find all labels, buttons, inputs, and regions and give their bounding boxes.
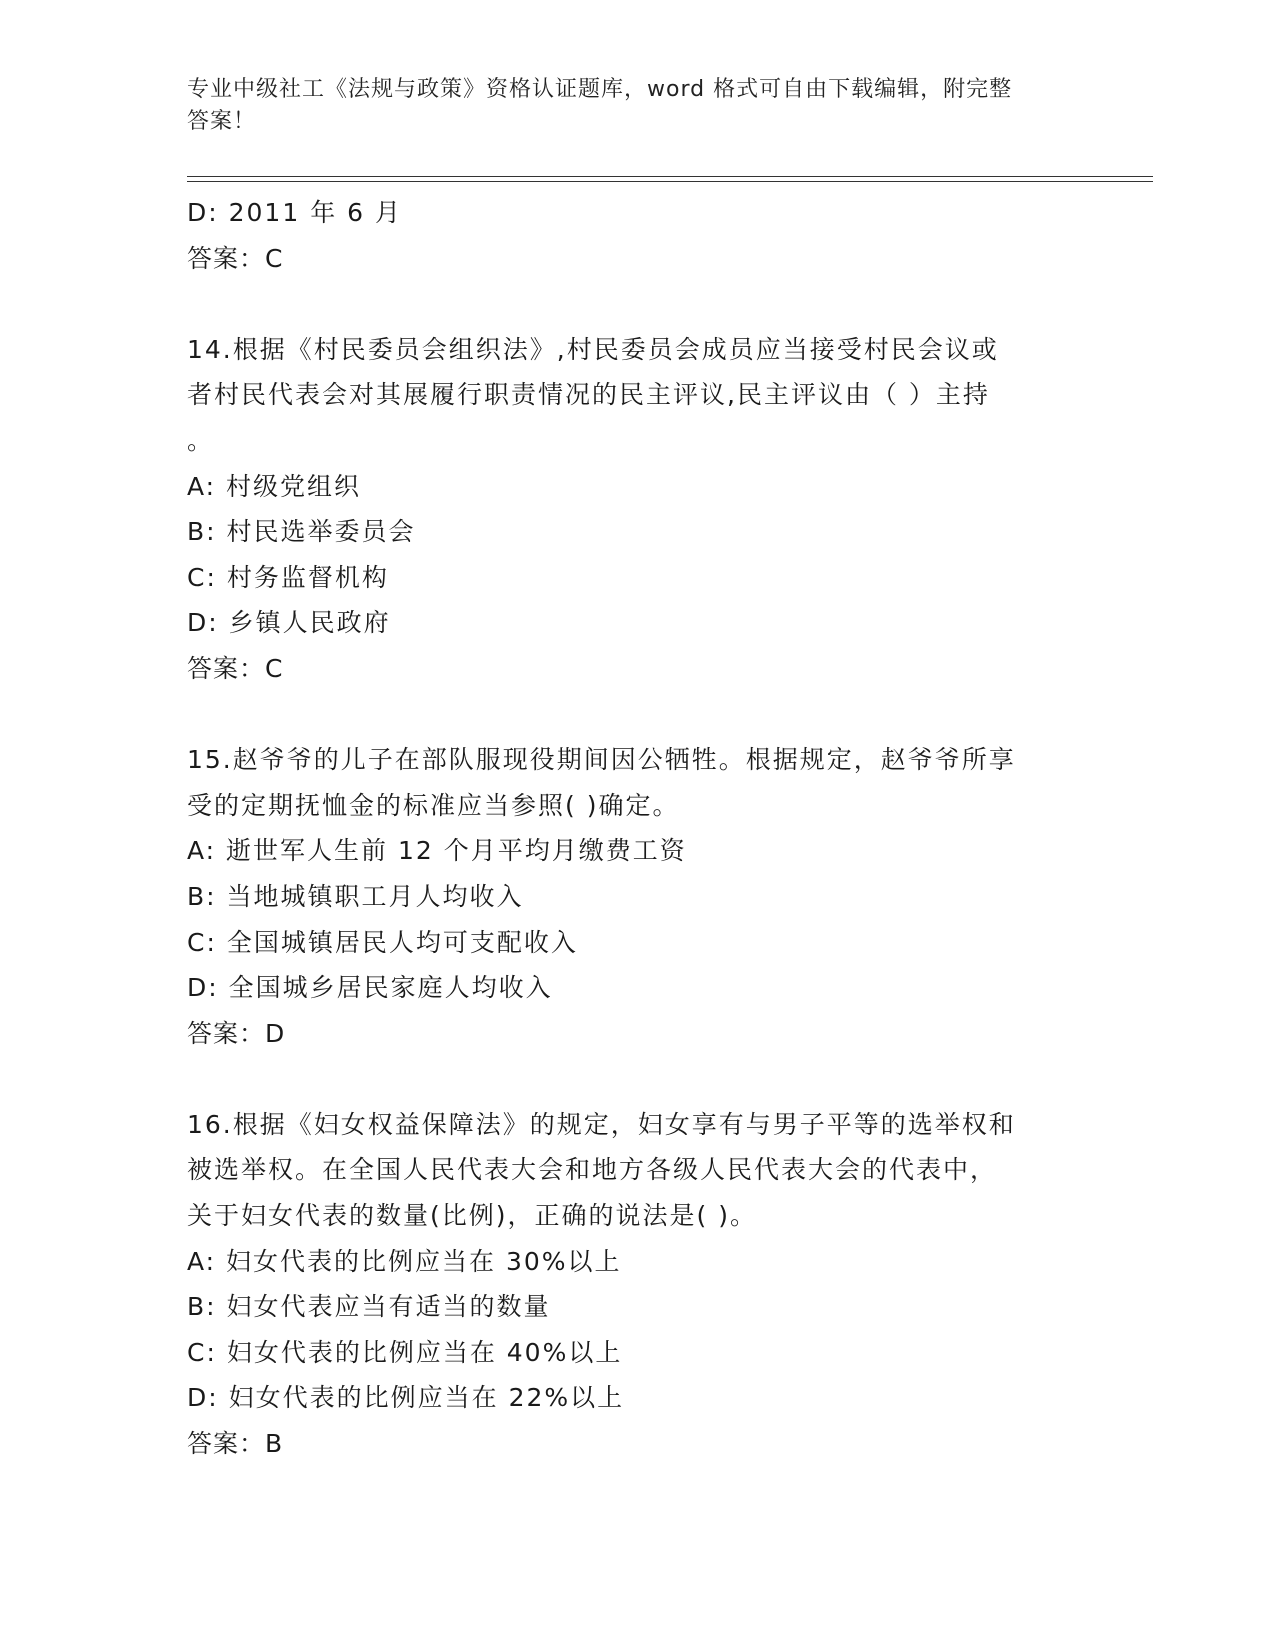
question-stem-line: 被选举权。在全国人民代表大会和地方各级人民代表大会的代表中， xyxy=(187,1155,998,1185)
option-a: A: 妇女代表的比例应当在 30%以上 xyxy=(187,1246,622,1276)
option-b: B: 村民选举委员会 xyxy=(187,517,416,547)
option-b: B: 妇女代表应当有适当的数量 xyxy=(187,1292,551,1322)
prev-answer: 答案：C xyxy=(187,243,284,273)
question-block-15 xyxy=(187,737,1087,1056)
option-c: C: 妇女代表的比例应当在 40%以上 xyxy=(187,1337,623,1367)
answer: 答案：B xyxy=(187,1429,284,1459)
option-d: D: 全国城乡居民家庭人均收入 xyxy=(187,973,553,1003)
option-b: B: 当地城镇职工月人均收入 xyxy=(187,881,524,911)
document-header xyxy=(187,74,1067,138)
question-stem-line: 15.赵爷爷的儿子在部队服现役期间因公牺牲。根据规定，赵爷爷所享 xyxy=(187,745,1016,775)
question-stem-line: 。 xyxy=(187,425,215,455)
answer: 答案：C xyxy=(187,653,284,683)
question-stem-line: 14.根据《村民委员会组织法》,村民委员会成员应当接受村民会议或 xyxy=(187,334,999,364)
question-content xyxy=(187,190,1087,1467)
header-divider-bottom xyxy=(187,181,1153,182)
option-a: A: 村级党组织 xyxy=(187,471,362,501)
answer: 答案：D xyxy=(187,1018,286,1048)
option-c: C: 全国城镇居民人均可支配收入 xyxy=(187,927,578,957)
header-line-2: 答案！ xyxy=(187,109,257,134)
question-stem-line: 受的定期抚恤金的标准应当参照( )确定。 xyxy=(187,790,680,820)
header-line-1: 专业中级社工《法规与政策》资格认证题库，word 格式可自由下载编辑，附完整 xyxy=(187,77,1013,102)
option-c: C: 村务监督机构 xyxy=(187,562,389,592)
header-divider-top xyxy=(187,176,1153,177)
question-block-14 xyxy=(187,327,1087,692)
option-a: A: 逝世军人生前 12 个月平均月缴费工资 xyxy=(187,836,687,866)
prev-option-d: D: 2011 年 6 月 xyxy=(187,198,402,227)
option-d: D: 乡镇人民政府 xyxy=(187,608,391,638)
option-d: D: 妇女代表的比例应当在 22%以上 xyxy=(187,1383,625,1413)
question-stem-line: 者村民代表会对其展履行职责情况的民主评议,民主评议由（ ）主持 xyxy=(187,380,990,410)
question-block-16 xyxy=(187,1102,1087,1467)
spacer xyxy=(187,281,1087,327)
question-stem-line: 16.根据《妇女权益保障法》的规定，妇女享有与男子平等的选举权和 xyxy=(187,1109,1016,1139)
spacer xyxy=(187,1056,1087,1102)
spacer xyxy=(187,692,1087,738)
question-stem-line: 关于妇女代表的数量(比例)，正确的说法是( )。 xyxy=(187,1201,757,1231)
